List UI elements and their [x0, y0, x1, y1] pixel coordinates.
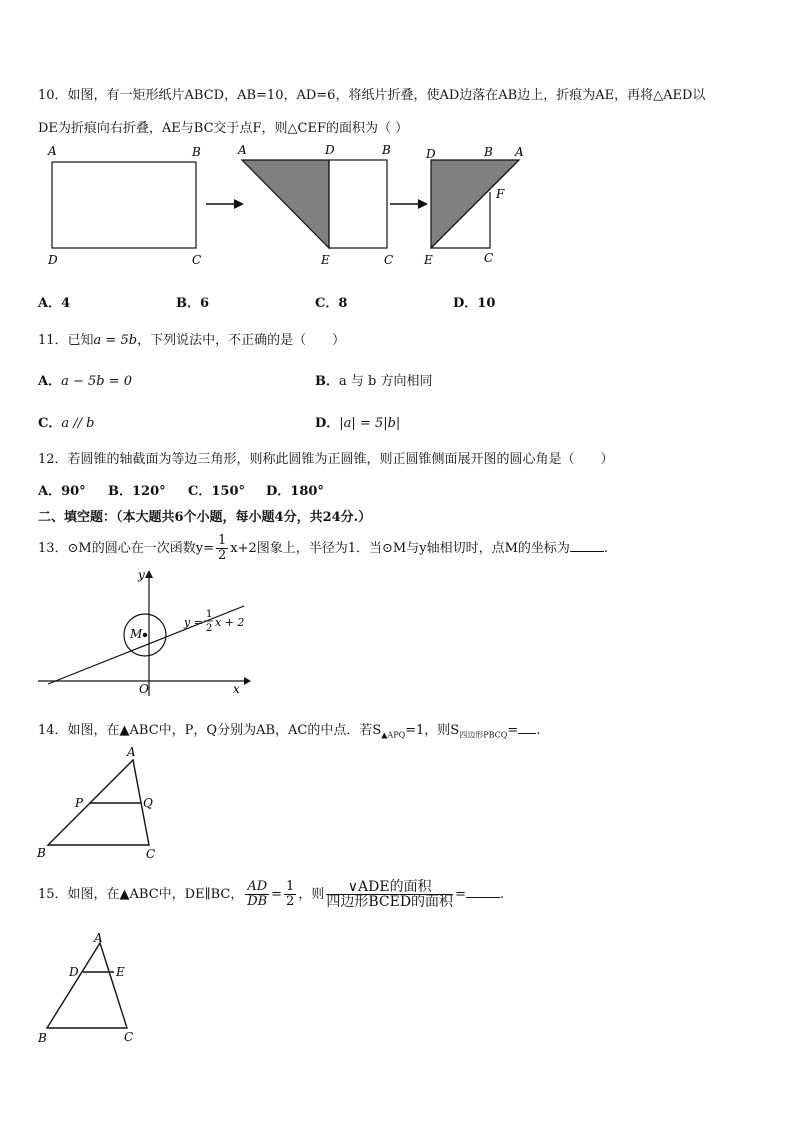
q14-label-q: Q	[143, 796, 153, 810]
y-axis-arrow-icon	[145, 570, 153, 578]
q15-label-e: E	[116, 965, 125, 979]
q10-option-a: A．4	[38, 296, 71, 311]
q15-stem: 15．如图，在▲ABC中，DE∥BC， $\frac{AD}{DB}$ = $\frac{1}{2}$ ，则 $\frac{\text{∨ADE的面积}}{\text{四边形BCED的面积}}$ = .	[38, 879, 505, 910]
q12-stem: 12．若圆锥的轴截面为等边三角形，则称此圆锥为正圆锥，则正圆锥侧面展开图的圆心角是（ ）	[38, 452, 614, 467]
q13-eq-den: 2	[206, 623, 213, 634]
q13-fraction: $\frac{1}{2}$	[217, 533, 227, 563]
q13-eq-post: x + 2	[215, 616, 245, 629]
q11-option-d-expr: |a| = 5|b|	[339, 416, 401, 431]
q12-option-b: B．120°	[108, 484, 166, 499]
q10-figure1-rectangle	[47, 144, 201, 267]
q10-fig1-label-b: B	[192, 145, 201, 159]
q10-fig2-label-b: B	[382, 143, 391, 157]
q13-figure-graph	[36, 568, 251, 700]
q12-option-c: C．150°	[188, 484, 245, 499]
q10-stem-line1: 10．如图，有一矩形纸片ABCD，AB=10，AD=6，将纸片折叠，使AD边落在AB边上，折痕为AE，再将△AED以	[38, 88, 706, 103]
q11-option-c-expr: a // b	[61, 416, 95, 431]
q10-fig2-label-c: C	[384, 253, 394, 267]
q14-label-p: P	[75, 796, 84, 810]
q10-fig3-label-a: A	[515, 145, 524, 159]
q13-eq-num: 1	[206, 609, 213, 620]
q11-option-a-expr: a − 5b = 0	[61, 374, 133, 389]
q15-label-a: A	[94, 931, 103, 945]
q10-figures	[40, 140, 560, 270]
q13-eq-pre: y =	[184, 616, 203, 629]
q14-figure-triangle	[34, 745, 174, 863]
q10-fig1-label-c: C	[192, 253, 202, 267]
q10-fig3-label-b: B	[484, 145, 493, 159]
q11-option-d: D．|a| = 5|b|	[315, 416, 401, 431]
q10-fig2-label-a: A	[238, 143, 247, 157]
q15-answer-blank[interactable]	[466, 885, 500, 898]
q14-answer-blank[interactable]	[518, 721, 536, 734]
q14-label-b: B	[37, 846, 46, 860]
q11-stem	[38, 329, 345, 348]
q10-arrow-right-icon-2	[390, 199, 428, 209]
q11-option-c: C．a // b	[38, 416, 95, 431]
section-header-fill-in: 二、填空题：（本大题共6个小题，每小题4分，共24分.）	[38, 510, 372, 525]
q10-stem-line2: DE为折痕向右折叠，AE与BC交于点F，则△CEF的面积为（ ）	[38, 121, 409, 136]
q15-label-d: D	[69, 965, 79, 979]
q11-option-b: B．a 与 b 方向相同	[315, 374, 433, 389]
q11-option-b-expr: a 与 b 方向相同	[339, 374, 433, 389]
x-axis-arrow-icon	[244, 677, 251, 685]
q10-fig2-label-e: E	[321, 253, 330, 267]
q11-stem-pre: 11．已知	[38, 333, 94, 348]
q13-label-o: O	[139, 682, 149, 696]
q10-fig2-label-d: D	[325, 143, 335, 157]
q10-figure2-folded	[237, 143, 393, 267]
q10-arrow-right-icon	[206, 199, 244, 209]
q15-figure-triangle	[34, 930, 144, 1050]
q13-label-m: M	[130, 627, 143, 641]
q13-label-y: y	[138, 568, 145, 582]
q15-label-c: C	[124, 1030, 134, 1044]
q11-option-a: A．a − 5b = 0	[38, 374, 133, 389]
q11-stem-expr: a = 5b	[93, 333, 138, 348]
q15-label-b: B	[38, 1031, 47, 1045]
q10-fig3-label-f: F	[496, 187, 505, 201]
q13-label-x: x	[233, 682, 240, 696]
q10-fig1-label-a: A	[48, 144, 57, 158]
q14-label-c: C	[146, 847, 156, 861]
q10-fig3-label-e: E	[424, 253, 433, 267]
q10-fig3-label-c: C	[484, 251, 494, 265]
q15-fraction-ad-db: $\frac{AD}{DB}$	[247, 879, 268, 909]
q10-fig3-label-d: D	[426, 147, 436, 161]
q15-fraction-area-ratio: $\frac{\text{∨ADE的面积}}{\text{四边形BCED的面积}}$	[326, 879, 454, 910]
q10-fig1-label-d: D	[48, 253, 58, 267]
q10-figure3-refolded	[423, 145, 524, 267]
q10-option-b: B．6	[176, 296, 210, 311]
q14-stem: 14．如图，在▲ABC中，P，Q分别为AB，AC的中点．若$S_{▲APQ}=1$，则$S_{四边形PBCQ}=$ .	[38, 723, 541, 740]
q15-fraction-half: $\frac{1}{2}$	[286, 879, 295, 909]
center-point-m	[143, 633, 147, 637]
q10-option-d: D．10	[453, 296, 496, 311]
q13-answer-blank[interactable]	[570, 539, 604, 552]
q11-stem-post: ，下列说法中，不正确的是（ ）	[137, 333, 346, 348]
q12-option-d: D．180°	[266, 484, 324, 499]
q10-option-c: C．8	[315, 296, 348, 311]
q14-label-a: A	[127, 745, 136, 759]
q12-option-a: A．90°	[38, 484, 86, 499]
q13-stem: 13．⊙M的圆心在一次函数y= $\frac{1}{2}$ x+2图象上，半径为1．当⊙M与y轴相切时，点M的坐标为 .	[38, 533, 609, 563]
